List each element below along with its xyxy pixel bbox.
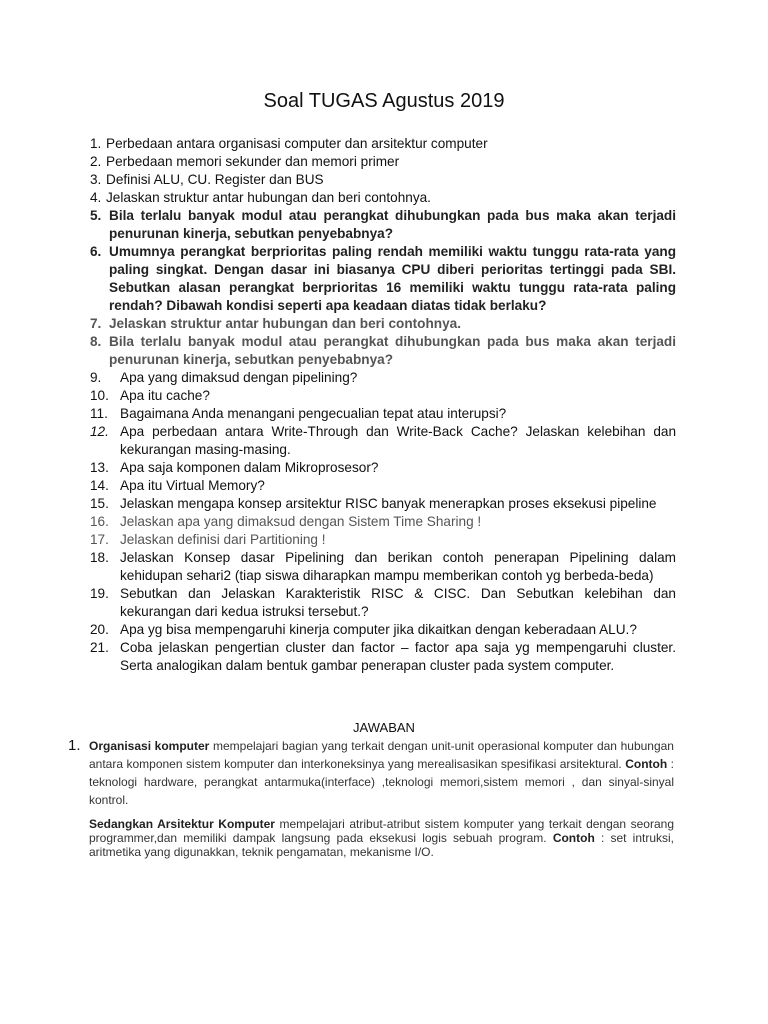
item-text: Jelaskan Konsep dasar Pipelining dan berikan contoh penerapan Pipelining dalam kehidupan sehari2 (tiap siswa diharapkan mampu memberikan contoh yg berbeda-beda)	[120, 550, 676, 583]
item-number: 15.	[90, 496, 109, 511]
item-number: 9.	[90, 370, 102, 385]
answer-number: 1.	[68, 737, 81, 754]
list-item	[90, 405, 676, 423]
answer-paragraph-1	[68, 737, 674, 809]
answer-term: Sedangkan Arsitektur Komputer	[89, 817, 275, 831]
list-item	[90, 243, 676, 315]
list-item	[90, 477, 676, 495]
item-number: 19.	[90, 586, 109, 601]
item-text: Apa itu Virtual Memory?	[120, 478, 265, 493]
example-text: : teknologi hardware, perangkat antarmuka(interface) ,teknologi memori,sistem memori , dan sinyal-sinyal kontrol.	[89, 757, 674, 807]
list-item	[90, 315, 676, 333]
item-number: 6.	[90, 244, 102, 259]
item-number: 13.	[90, 460, 109, 475]
item-text: Apa yg bisa mempengaruhi kinerja computer jika dikaitkan dengan keberadaan ALU.?	[120, 622, 637, 637]
list-item	[90, 585, 676, 621]
item-text: Jelaskan struktur antar hubungan dan beri contohnya.	[109, 316, 461, 331]
list-item	[90, 171, 676, 189]
item-number: 21.	[90, 640, 109, 655]
item-number: 1.	[90, 136, 102, 151]
list-item	[90, 495, 676, 513]
item-number: 2.	[90, 154, 102, 169]
item-text: Jelaskan mengapa konsep arsitektur RISC banyak menerapkan proses eksekusi pipeline	[120, 496, 657, 511]
item-text: Apa itu cache?	[120, 388, 210, 403]
list-item	[90, 153, 676, 171]
item-number: 14.	[90, 478, 109, 493]
item-number: 8.	[90, 334, 102, 349]
item-text: Apa perbedaan antara Write-Through dan Write-Back Cache? Jelaskan kelebihan dan kekurangan masing-masing.	[120, 424, 676, 457]
item-number: 18.	[90, 550, 109, 565]
list-item	[90, 135, 676, 153]
answer-text: mempelajari bagian yang terkait dengan unit-unit operasional komputer dan hubungan antara komponen sistem komputer dan interkoneksinya yang merealisasikan spesifikasi arsitektural.	[89, 739, 674, 771]
page-title: Soal TUGAS Agustus 2019	[263, 90, 505, 112]
answer-paragraph-2	[89, 817, 674, 859]
example-text: : set intruksi, aritmetika yang digunakkan, teknik pengamatan, mekanisme I/O.	[89, 831, 675, 859]
list-item	[90, 333, 676, 369]
item-text: Jelaskan apa yang dimaksud dengan Sistem Time Sharing !	[120, 514, 482, 529]
list-item	[90, 459, 676, 477]
list-item	[90, 549, 676, 585]
item-number: 17.	[90, 532, 109, 547]
item-text: Umumnya perangkat berprioritas paling rendah memiliki waktu tunggu rata-rata yang paling singkat. Dengan dasar ini biasanya CPU diberi perioritas tertinggi pada SBI. Sebutkan alasan perangkat berprioritas 16 memiliki waktu tunggu rata-rata paling rendah? Dibawah kondisi seperti apa keadaan diatas tidak berlaku?	[109, 244, 676, 313]
question-list	[90, 135, 676, 675]
item-text: Perbedaan antara organisasi computer dan arsitektur computer	[106, 136, 488, 151]
item-number: 5.	[90, 208, 102, 223]
item-number: 20.	[90, 622, 109, 637]
item-number: 7.	[90, 316, 102, 331]
list-item	[90, 387, 676, 405]
answer-body	[89, 737, 674, 809]
item-text: Bila terlalu banyak modul atau perangkat dihubungkan pada bus maka akan terjadi penurunan kinerja, sebutkan penyebabnya?	[109, 208, 676, 241]
answers-heading: JAWABAN	[353, 720, 415, 735]
item-text: Definisi ALU, CU. Register dan BUS	[106, 172, 324, 187]
item-text: Bagaimana Anda menangani pengecualian tepat atau interupsi?	[120, 406, 507, 421]
list-item	[90, 423, 676, 459]
item-number: 10.	[90, 388, 109, 403]
item-text: Apa yang dimaksud dengan pipelining?	[120, 370, 358, 385]
item-text: Apa saja komponen dalam Mikroprosesor?	[120, 460, 379, 475]
item-number: 11.	[90, 406, 108, 421]
answer-text: mempelajari atribut-atribut sistem komputer yang terkait dengan seorang programmer,dan memiliki dampak langsung pada eksekusi logis sebuah program.	[89, 817, 674, 845]
item-text: Jelaskan struktur antar hubungan dan beri contohnya.	[106, 190, 431, 205]
list-item	[90, 369, 676, 387]
list-item	[90, 621, 676, 639]
list-item	[90, 513, 676, 531]
list-item	[90, 207, 676, 243]
item-number: 12.	[90, 424, 109, 439]
item-text: Sebutkan dan Jelaskan Karakteristik RISC & CISC. Dan Sebutkan kelebihan dan kekurangan dari kedua istruksi tersebut.?	[120, 586, 676, 619]
item-number: 3.	[90, 172, 102, 187]
item-number: 4.	[90, 190, 102, 205]
item-text: Coba jelaskan pengertian cluster dan factor – factor apa saja yg mempengaruhi cluster. Serta analogikan dalam bentuk gambar penerapan cluster pada system computer.	[120, 640, 676, 673]
item-number: 16.	[90, 514, 109, 529]
answer-term: Organisasi komputer	[89, 739, 210, 753]
item-text: Perbedaan memori sekunder dan memori primer	[106, 154, 400, 169]
example-label: Contoh	[625, 757, 668, 771]
list-item	[90, 531, 676, 549]
list-item	[90, 639, 676, 675]
list-item	[90, 189, 676, 207]
example-label: Contoh	[552, 831, 595, 845]
item-text: Jelaskan definisi dari Partitioning !	[120, 532, 326, 547]
item-text: Bila terlalu banyak modul atau perangkat dihubungkan pada bus maka akan terjadi penurunan kinerja, sebutkan penyebabnya?	[109, 334, 676, 367]
